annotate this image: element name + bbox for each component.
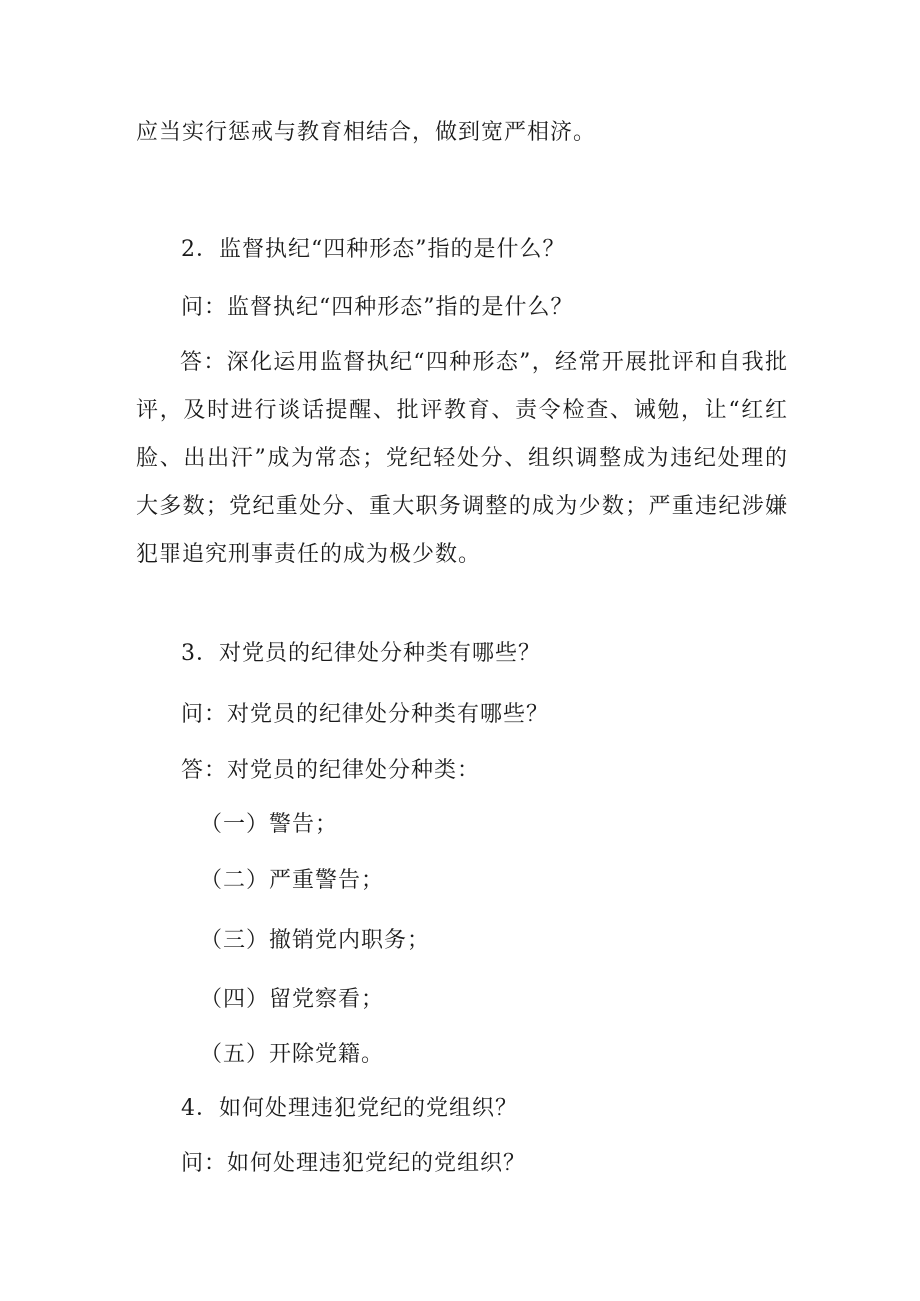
list-item: （一）警告； xyxy=(200,812,339,837)
continuation-text: 应当实行惩戒与教育相结合，做到宽严相济。 xyxy=(136,120,597,145)
section-2-question: 问：监督执纪“四种形态”指的是什么？ xyxy=(181,295,574,320)
list-item: （五）开除党籍。 xyxy=(200,1042,385,1067)
section-4-question: 问：如何处理违犯党纪的党组织？ xyxy=(181,1151,527,1176)
list-item: （四）留党察看； xyxy=(200,987,385,1012)
section-3-answer-intro: 答：对党员的纪律处分种类： xyxy=(181,758,481,783)
section-4-heading: 4．如何处理违犯党纪的党组织？ xyxy=(181,1096,518,1121)
section-2-answer: 答：深化运用监督执纪“四种形态”，经常开展批评和自我批评，及时进行谈话提醒、批评教育、责令检查、诫勉，让“红红脸、出出汗”成为常态；党纪轻处分、组织调整成为违纪处理的大多数；党纪重处分、重大职务调整的成为少数；严重违纪涉嫌犯罪追究刑事责任的成为极少数。 xyxy=(136,350,788,567)
section-3-question: 问：对党员的纪律处分种类有哪些？ xyxy=(181,702,550,727)
list-item: （二）严重警告； xyxy=(200,868,385,893)
list-item: （三）撤销党内职务； xyxy=(200,928,431,953)
section-3-heading: 3．对党员的纪律处分种类有哪些？ xyxy=(181,641,541,666)
section-2-heading: 2．监督执纪“四种形态”指的是什么？ xyxy=(181,237,566,262)
